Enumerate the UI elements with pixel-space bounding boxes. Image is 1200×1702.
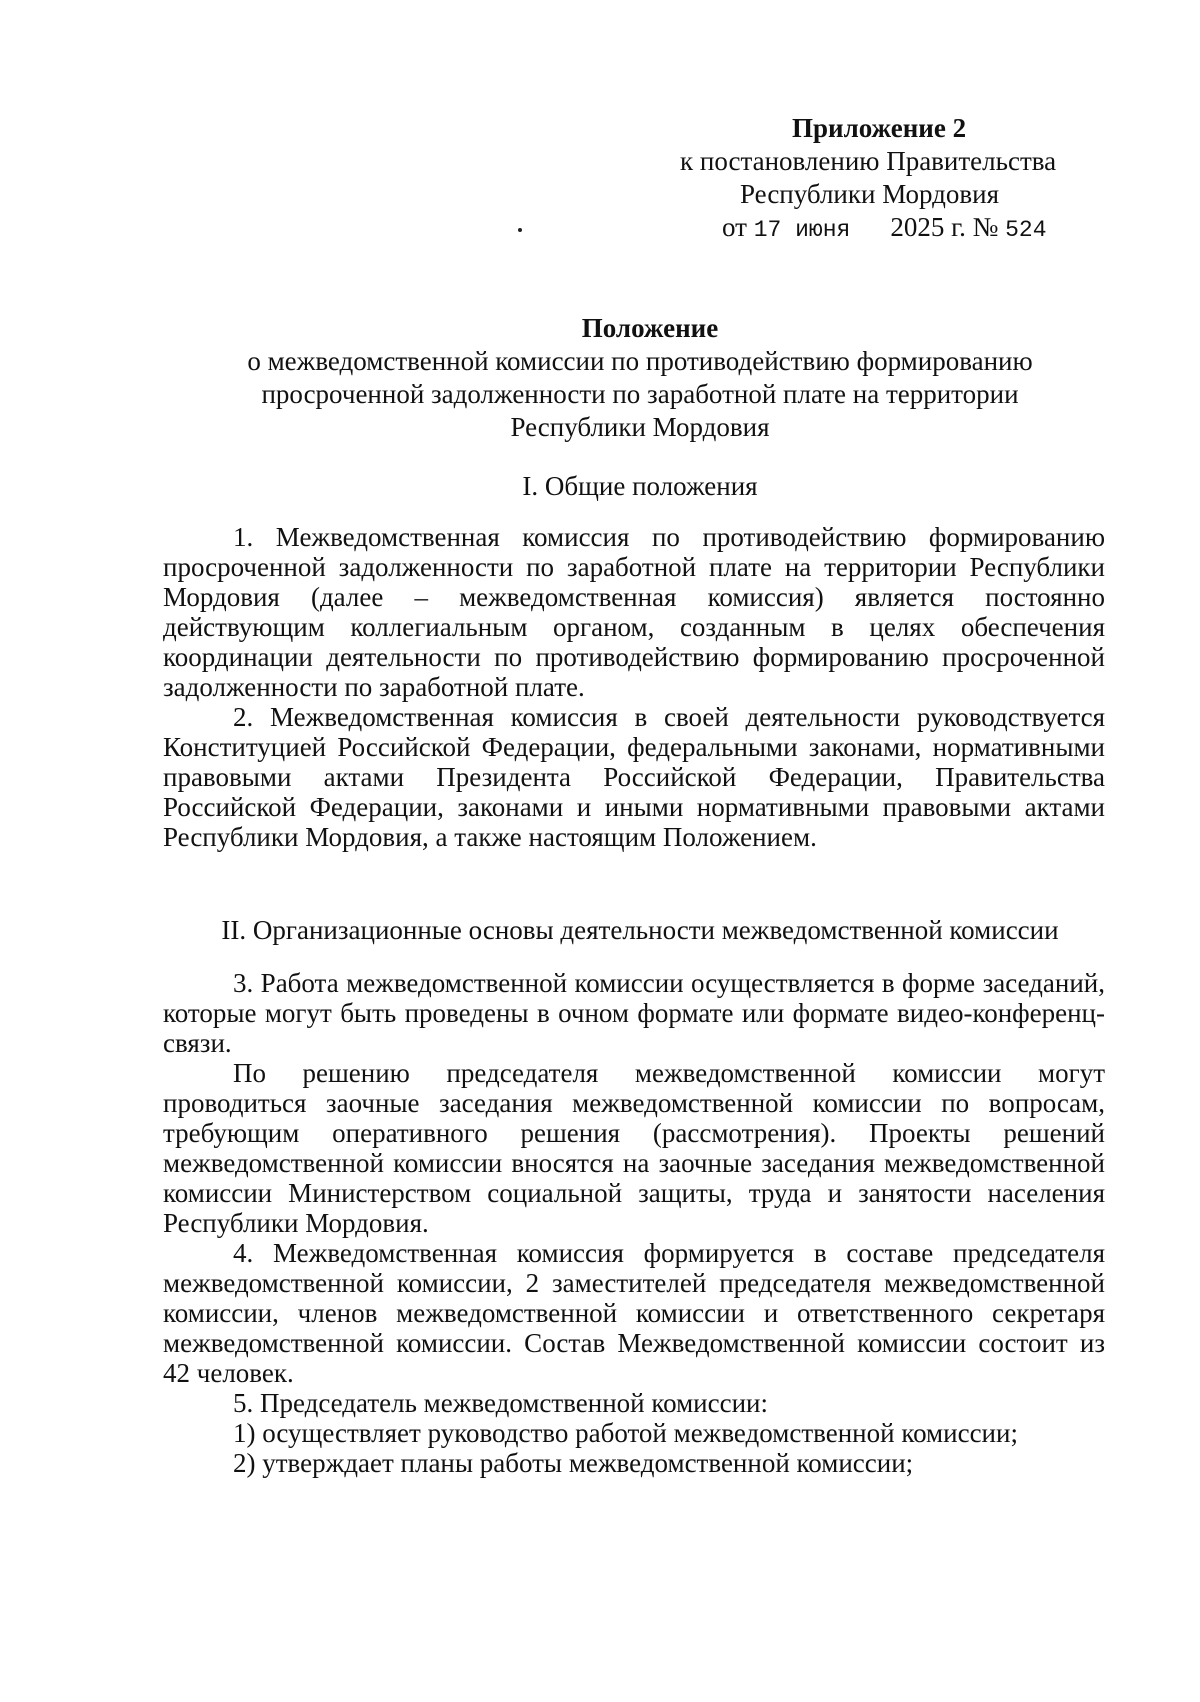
section-2-heading: II. Организационные основы деятельности межведомственной комиссии [221,915,1059,945]
paragraph-3: 3. Работа межведомственной комиссии осуществляется в форме заседаний, которые могут быть проведены в очном формате или формате видео-конференц-связи. [163,968,1105,1058]
title-line-1: о межведомственной комиссии по противодействию формированию [247,346,1033,376]
date-prefix: от [722,212,747,242]
paragraph-4: 4. Межведомственная комиссия формируется в составе председателя межведомственной комиссии, 2 заместителей председателя межведомственной комиссии, членов межведомственной комиссии и ответственного секретаря межведомственной комиссии. Состав Межведомственной комиссии состоит из 42 человек. [163,1238,1105,1388]
section-2-body [163,968,1105,1478]
document-title [160,312,1120,444]
paragraph-1: 1. Межведомственная комиссия по противодействию формированию просроченной задолженности по заработной плате на территории Республики Мордовия (далее – межведомственная комиссия) является постоянно действующим коллегиальным органом, созданным в целях обеспечения координации деятельности по противодействию формированию просроченной задолженности по заработной плате. [163,522,1105,702]
title-line-3: Республики Мордовия [510,412,770,442]
appendix-date-line [640,211,1100,247]
title-heading: Положение [581,313,719,343]
appendix-republic: Республики Мордовия [740,179,1000,209]
paragraph-3b: По решению председателя межведомственной комиссии могут проводиться заочные заседания межведомственной комиссии по вопросам, требующим оперативного решения (рассмотрения). Проекты решений межведомственной комиссии вносятся на заочные заседания межведомственной комиссии Министерством социальной защиты, труда и занятости населения Республики Мордовия. [163,1058,1105,1238]
paragraph-2: 2. Межведомственная комиссия в своей деятельности руководствуется Конституцией Российской Федерации, федеральными законами, нормативными правовыми актами Президента Российской Федерации, Правительства Российской Федерации, законами и иными нормативными правовыми актами Республики Мордовия, а также настоящим Положением. [163,702,1105,852]
paragraph-5: 5. Председатель межведомственной комиссии: [233,1388,768,1418]
appendix-title: Приложение 2 [792,113,967,143]
appendix-reference: к постановлению Правительства [680,146,1057,176]
section-1-body [163,522,1105,852]
date-year: 2025 г. № [890,212,999,242]
scan-speck [518,228,522,232]
paragraph-5-item-1: 1) осуществляет руководство работой межведомственной комиссии; [233,1418,1018,1448]
paragraph-5-item-2: 2) утверждает планы работы межведомственной комиссии; [233,1448,914,1478]
section-1-heading: I. Общие положения [522,471,758,501]
document-number: 524 [1005,217,1047,243]
appendix-header [640,112,1100,247]
date-day: 17 июня [753,217,851,243]
title-line-2: просроченной задолженности по заработной плате на территории [261,379,1019,409]
